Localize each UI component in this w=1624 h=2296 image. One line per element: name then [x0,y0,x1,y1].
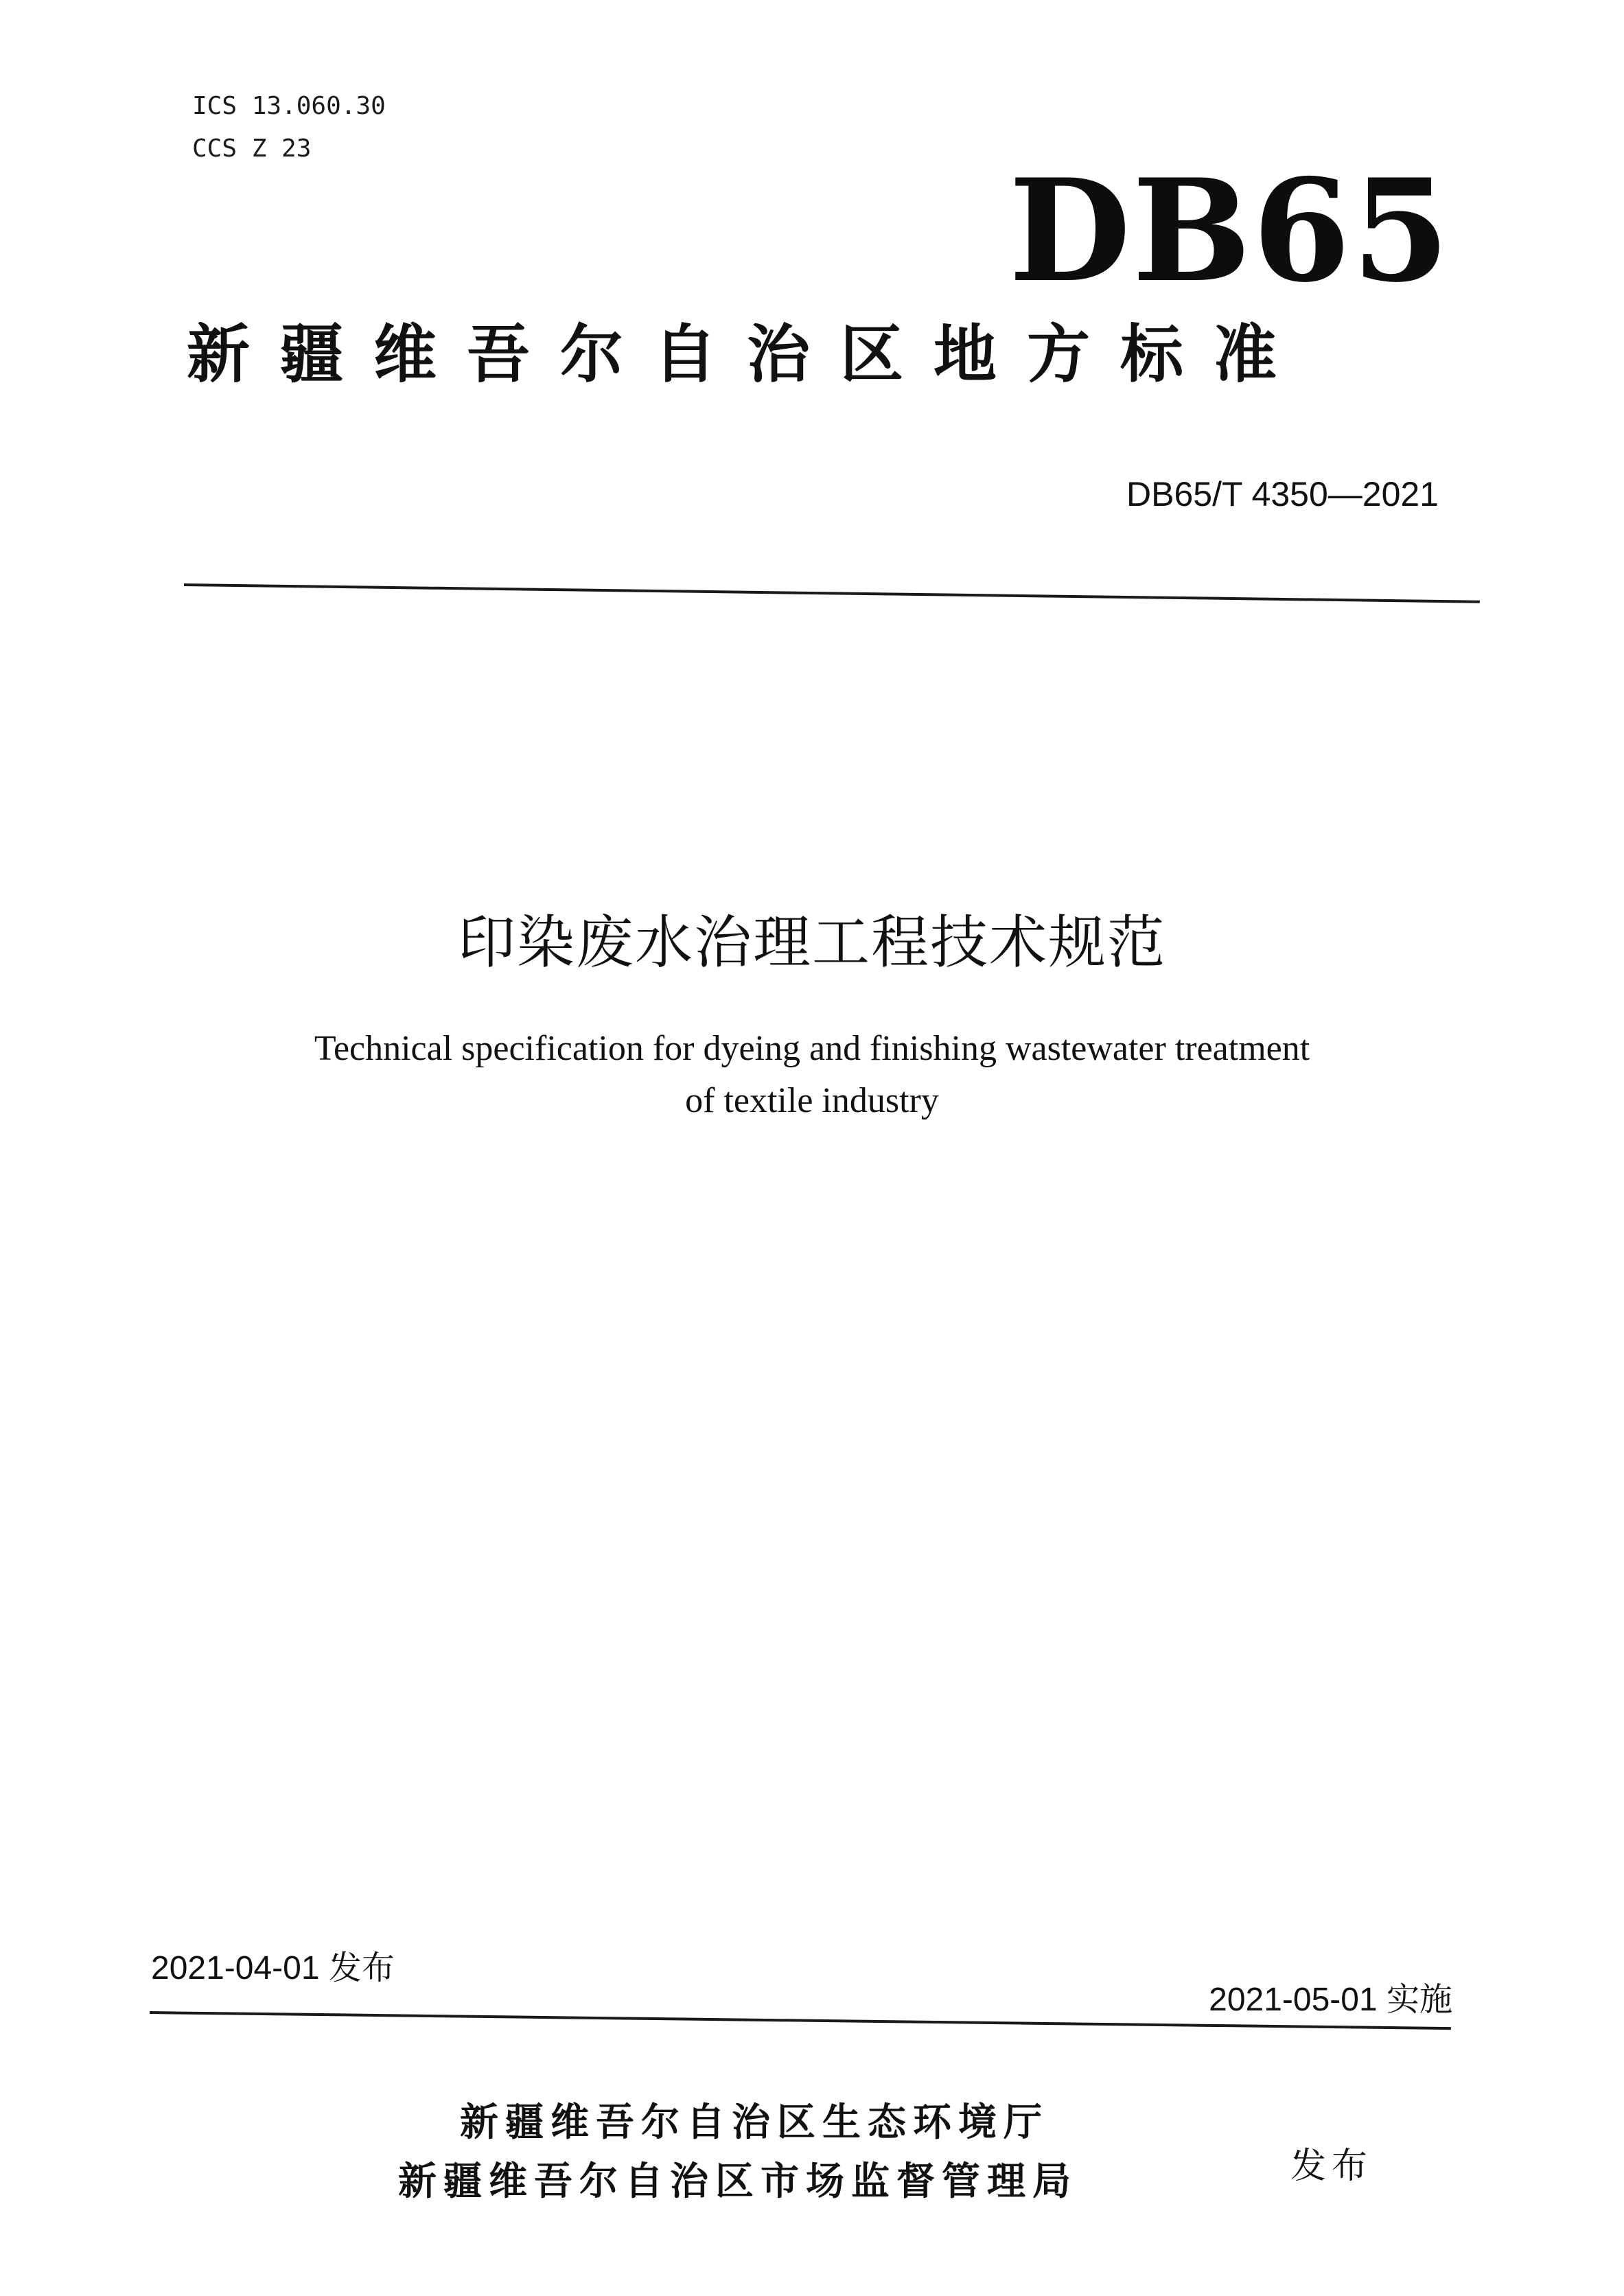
publish-label: 发布 [1290,2146,1373,2187]
publisher-name: 新疆维吾尔自治区生态环境厅 [460,2100,1049,2145]
standard-logo: DB65 [1008,149,1451,314]
effective-date: 2021-05-01 实施 [1209,1982,1452,2018]
document-title-chinese: 印染废水治理工程技术规范 [457,909,1166,976]
ccs-code: CCS Z 23 [192,135,312,163]
release-date: 2021-04-01 发布 [151,1950,395,1986]
classification-codes [192,85,386,170]
publisher-name: 新疆维吾尔自治区市场监督管理局 [398,2159,1078,2204]
english-title-line-2: of textile industry [685,1081,939,1120]
document-title-english [0,1023,1624,1127]
standard-number: DB65/T 4350—2021 [1126,475,1439,513]
english-title-line-1: Technical specification for dyeing and finishing wastewater treatment [314,1029,1310,1068]
ics-code: ICS 13.060.30 [192,92,386,120]
issuer-title: 新疆维吾尔自治区地方标准 [187,318,1308,391]
top-divider [184,583,1480,603]
publishers-block [398,2094,1078,2212]
